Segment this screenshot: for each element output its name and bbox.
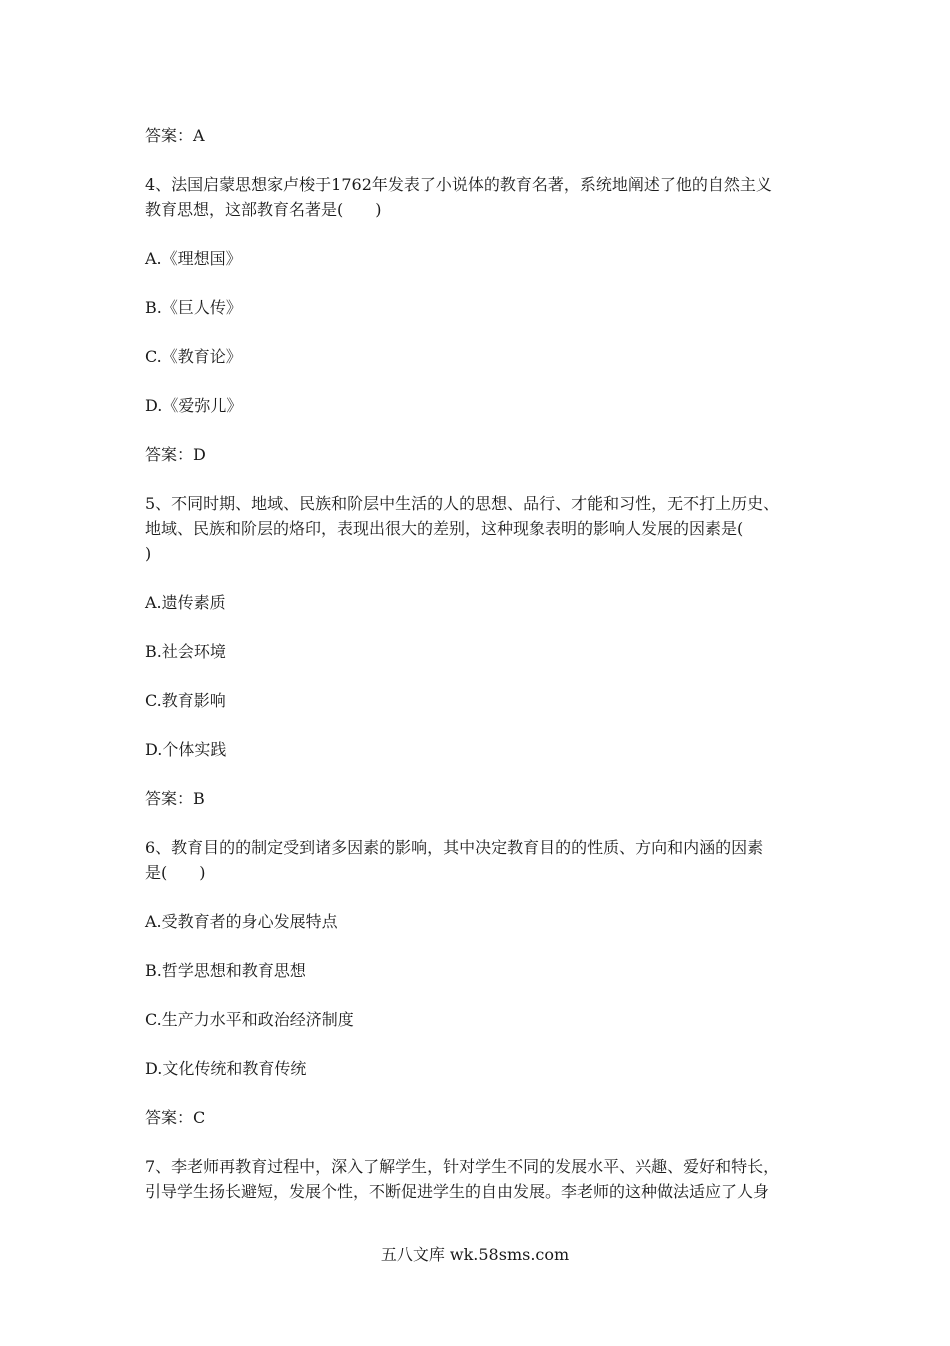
- question-5-option-a: A.遗传素质: [145, 593, 226, 612]
- question-4-option-b: B.《巨人传》: [145, 298, 242, 317]
- question-6-option-c: C.生产力水平和政治经济制度: [145, 1010, 354, 1029]
- question-6-option-a: A.受教育者的身心发展特点: [145, 912, 338, 931]
- question-7-line-2: 引导学生扬长避短，发展个性，不断促进学生的自由发展。李老师的这种做法适应了人身: [145, 1182, 770, 1201]
- question-5-option-d: D.个体实践: [145, 740, 227, 759]
- answer-q3: 答案：A: [145, 126, 205, 145]
- page-footer: 五八文库 wk.58sms.com: [380, 1245, 570, 1264]
- question-6-line-1: 6、教育目的的制定受到诸多因素的影响，其中决定教育目的的性质、方向和内涵的因素: [145, 838, 764, 857]
- question-7-line-1: 7、李老师再教育过程中，深入了解学生，针对学生不同的发展水平、兴趣、爱好和特长，: [145, 1157, 780, 1176]
- question-6-option-b: B.哲学思想和教育思想: [145, 961, 306, 980]
- answer-q5: 答案：B: [145, 789, 205, 808]
- question-5-line-3: ): [145, 544, 152, 563]
- question-4-line-1: 4、法国启蒙思想家卢梭于1762年发表了小说体的教育名著，系统地阐述了他的自然主义: [145, 175, 772, 194]
- question-6-line-2: 是( ): [145, 863, 206, 882]
- answer-q6: 答案：C: [145, 1108, 206, 1127]
- question-4-option-c: C.《教育论》: [145, 347, 242, 366]
- question-6-option-d: D.文化传统和教育传统: [145, 1059, 307, 1078]
- answer-q4: 答案：D: [145, 445, 206, 464]
- question-5-option-b: B.社会环境: [145, 642, 226, 661]
- question-4-line-2: 教育思想，这部教育名著是( ): [145, 200, 382, 219]
- question-4-option-a: A.《理想国》: [145, 249, 242, 268]
- question-5-option-c: C.教育影响: [145, 691, 226, 710]
- question-4-option-d: D.《爱弥儿》: [145, 396, 243, 415]
- question-5-line-2: 地域、民族和阶层的烙印，表现出很大的差别，这种现象表明的影响人发展的因素是(: [145, 519, 744, 538]
- question-5-line-1: 5、不同时期、地域、民族和阶层中生活的人的思想、品行、才能和习性，无不打上历史、: [145, 494, 780, 513]
